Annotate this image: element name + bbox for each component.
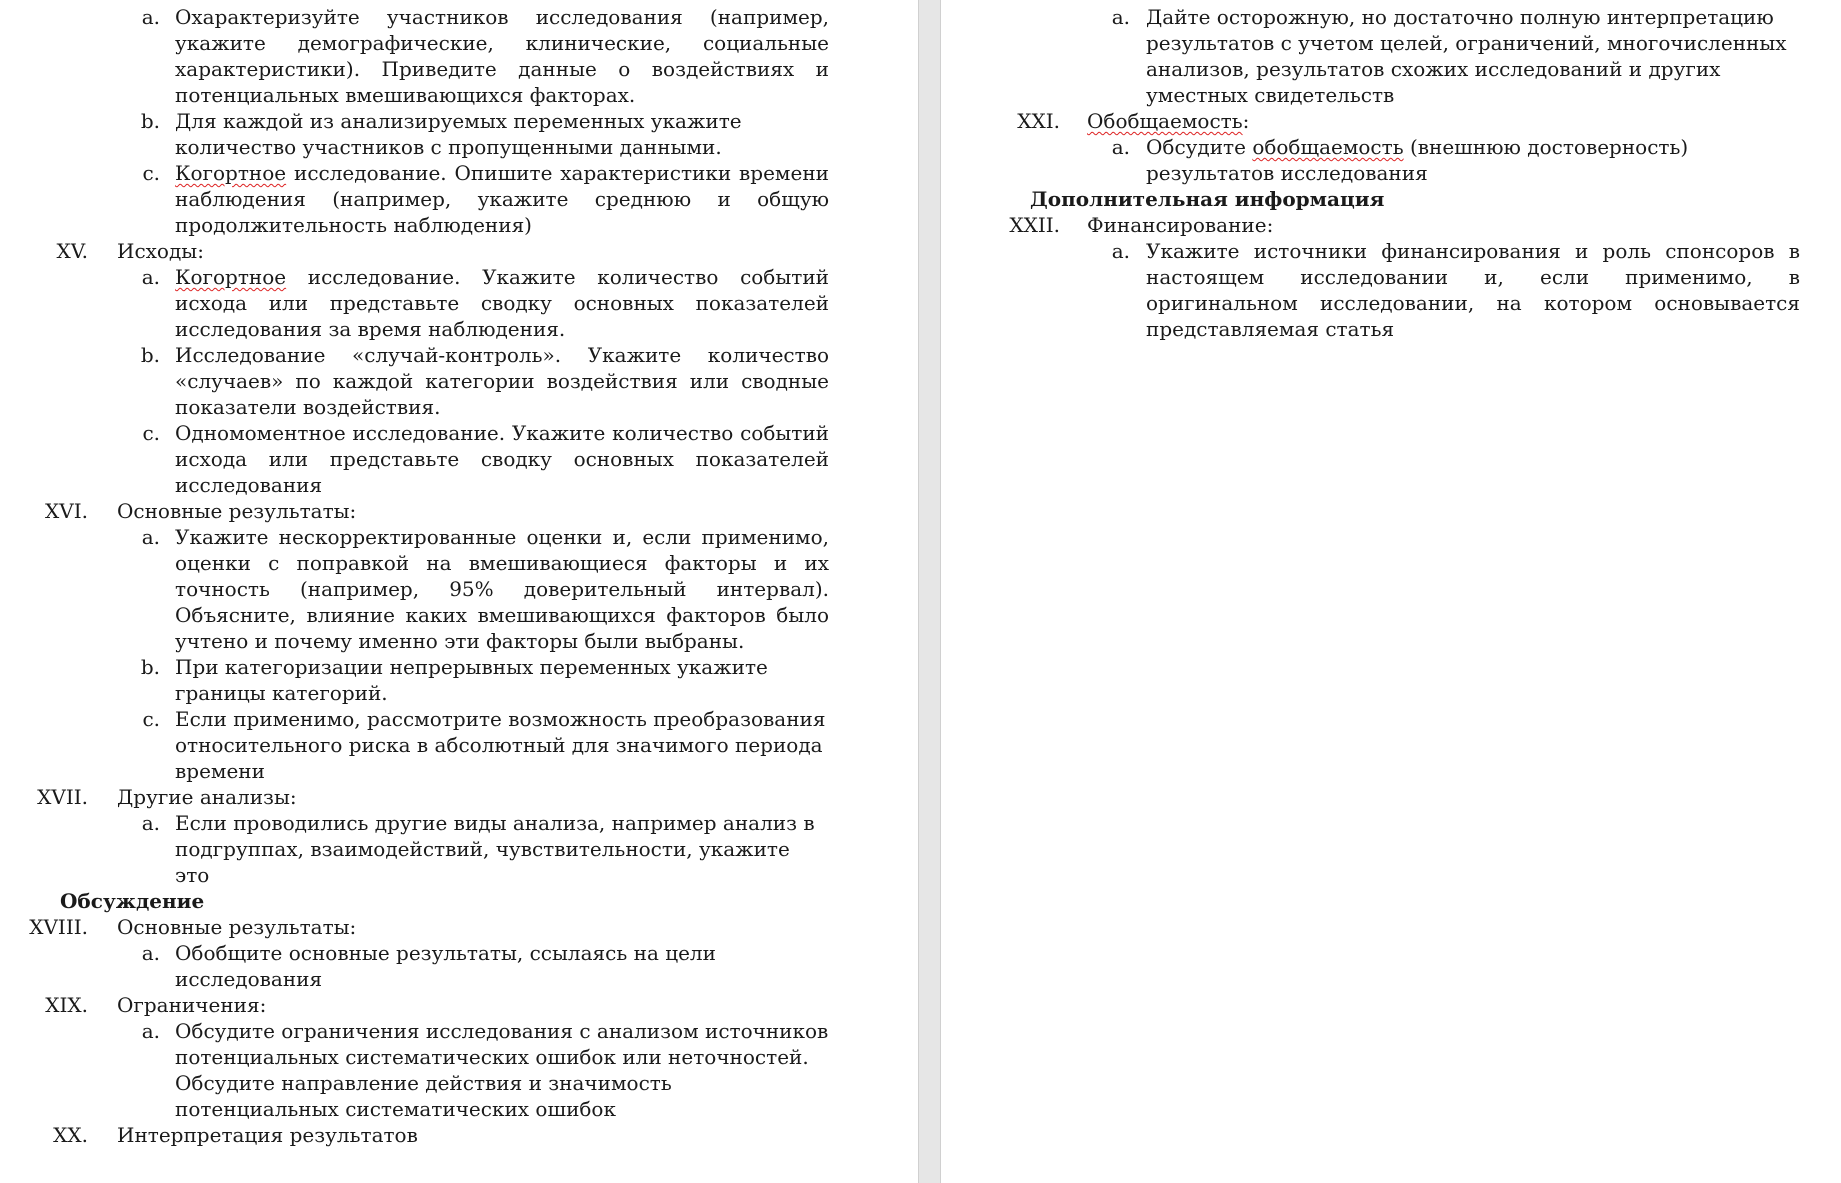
list-item-text[interactable] <box>175 160 829 238</box>
section-title[interactable]: Ограничения: <box>117 993 267 1017</box>
section-xviii <box>0 914 918 940</box>
list-item-text-rest: исследование. Опишите характеристики времени наблюдения (например, укажите среднюю и общую продолжительность наблюдения) <box>175 161 829 237</box>
list-item <box>0 810 918 888</box>
list-item-letter: c. <box>142 421 160 445</box>
list-item <box>0 420 918 498</box>
section-xvi <box>0 498 918 524</box>
list-item-text[interactable]: Одномоментное исследование. Укажите количество событий исхода или представьте сводку основных показателей исследования <box>175 421 829 497</box>
section-numeral: XV. <box>56 239 88 263</box>
list-item <box>0 1018 918 1122</box>
list-item <box>0 108 918 160</box>
list-item-text-rest: исследование. Укажите количество событий исхода или представьте сводку основных показателей исследования за время наблюдения. <box>175 265 829 341</box>
list-item-text-before: Обсудите <box>1146 135 1253 159</box>
list-item-letter: b. <box>140 109 160 133</box>
section-xix <box>0 992 918 1018</box>
list-item-text[interactable]: Если применимо, рассмотрите возможность преобразования относительного риска в абсолютный для значимого периода времени <box>175 707 826 783</box>
list-item-text[interactable]: Исследование «случай-контроль». Укажите количество «случаев» по каждой категории воздействия или сводные показатели воздействия. <box>175 343 829 419</box>
list-item <box>0 706 918 784</box>
section-xxi <box>941 108 1841 134</box>
section-title[interactable]: Финансирование: <box>1087 213 1274 237</box>
list-item-text[interactable] <box>1146 134 1706 186</box>
section-title-rest: : <box>1242 109 1250 133</box>
list-item <box>941 238 1841 342</box>
section-xv <box>0 238 918 264</box>
spelling-error-word[interactable]: Когортное <box>175 265 287 289</box>
section-xvii <box>0 784 918 810</box>
list-item-letter: b. <box>140 655 160 679</box>
section-numeral: XVI. <box>45 499 88 523</box>
list-item-letter: a. <box>141 941 160 965</box>
list-item-text[interactable] <box>175 264 829 342</box>
spelling-error-word[interactable]: обобщаемость <box>1252 135 1404 159</box>
list-item-text[interactable]: Обобщите основные результаты, ссылаясь на цели исследования <box>175 941 716 991</box>
list-item-text[interactable]: Укажите нескорректированные оценки и, если применимо, оценки с поправкой на вмешивающиеся факторы и их точность (например, 95% доверительный интервал). Объясните, влияние каких вмешивающихся факторов было учтено и почему именно эти факторы были выбраны. <box>175 525 829 653</box>
list-item-letter: b. <box>140 343 160 367</box>
document-page-left <box>0 0 918 1183</box>
list-item <box>941 134 1841 186</box>
list-item-text[interactable]: Дайте осторожную, но достаточно полную интерпретацию результатов с учетом целей, ограничений, многочисленных анализов, результатов схожих исследований и других уместных свидетельств <box>1146 5 1787 107</box>
list-item <box>0 160 918 238</box>
section-title[interactable]: Интерпретация результатов <box>117 1123 418 1147</box>
section-title[interactable] <box>1087 108 1841 134</box>
additional-info-heading[interactable]: Дополнительная информация <box>1030 187 1385 211</box>
discussion-heading[interactable]: Обсуждение <box>60 889 205 913</box>
page-content <box>0 4 918 1148</box>
spelling-error-word[interactable]: Обобщаемость <box>1087 109 1243 133</box>
list-item-letter: a. <box>1111 135 1130 159</box>
section-numeral: XX. <box>53 1123 88 1147</box>
list-item <box>0 524 918 654</box>
section-xx <box>0 1122 918 1148</box>
list-item-letter: c. <box>142 161 160 185</box>
list-item-letter: a. <box>141 5 160 29</box>
list-item-letter: a. <box>141 811 160 835</box>
list-item-text[interactable]: Обсудите ограничения исследования с анализом источников потенциальных систематических ошибок или неточностей. Обсудите направление действия и значимость потенциальных систематических ошибок <box>175 1019 829 1121</box>
list-item-text[interactable]: Охарактеризуйте участников исследования (например, укажите демографические, клинические, социальные характеристики). Приведите данные о воздействиях и потенциальных вмешивающихся факторах. <box>175 5 829 107</box>
list-item-text[interactable]: Если проводились другие виды анализа, например анализ в подгруппах, взаимодействий, чувствительности, укажите это <box>175 811 815 887</box>
list-item-letter: a. <box>141 1019 160 1043</box>
section-numeral: XVII. <box>37 785 88 809</box>
section-xxii <box>941 212 1841 238</box>
section-title[interactable]: Основные результаты: <box>117 915 357 939</box>
section-numeral: XVIII. <box>29 915 88 939</box>
section-numeral: XXI. <box>1017 109 1060 133</box>
list-item-letter: a. <box>1111 239 1130 263</box>
list-item-letter: c. <box>142 707 160 731</box>
page-content <box>941 4 1841 342</box>
section-title[interactable]: Исходы: <box>117 239 204 263</box>
section-numeral: XXII. <box>1009 213 1060 237</box>
list-item <box>0 342 918 420</box>
page-gutter <box>918 0 941 1183</box>
list-item <box>941 4 1841 108</box>
section-numeral: XIX. <box>45 993 88 1017</box>
spelling-error-word[interactable]: Когортное <box>175 161 287 185</box>
list-item-text[interactable]: При категоризации непрерывных переменных укажите границы категорий. <box>175 655 768 705</box>
section-title[interactable]: Основные результаты: <box>117 499 357 523</box>
list-item <box>0 940 918 992</box>
list-item <box>0 264 918 342</box>
list-item-text-after: (внешнюю достоверность) результатов исследования <box>1146 135 1689 185</box>
list-item-letter: a. <box>141 265 160 289</box>
document-page-right <box>941 0 1841 1183</box>
list-item <box>0 4 918 108</box>
list-item-text[interactable]: Для каждой из анализируемых переменных укажите количество участников с пропущенными данными. <box>175 109 742 159</box>
list-item-letter: a. <box>1111 5 1130 29</box>
section-title[interactable]: Другие анализы: <box>117 785 297 809</box>
list-item-letter: a. <box>141 525 160 549</box>
list-item-text[interactable]: Укажите источники финансирования и роль спонсоров в настоящем исследовании и, если применимо, в оригинальном исследовании, на котором основывается представляемая статья <box>1146 239 1800 341</box>
list-item <box>0 654 918 706</box>
